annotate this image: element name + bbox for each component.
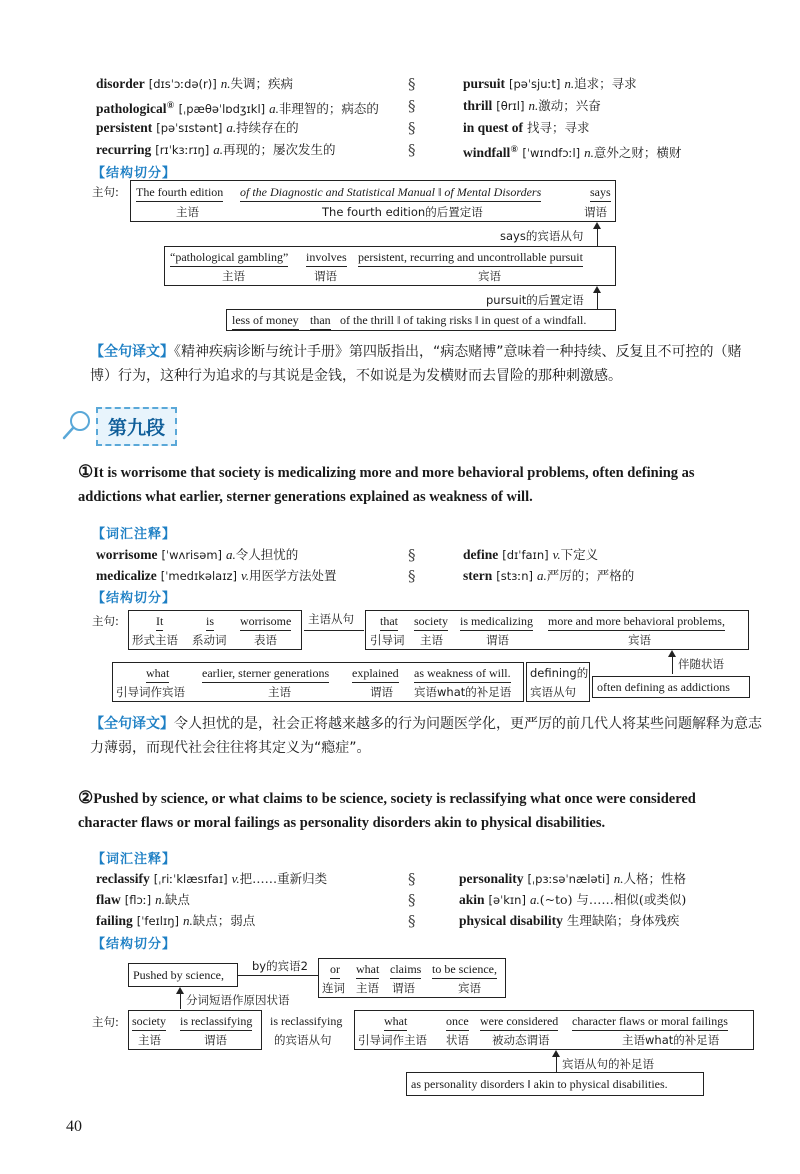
d1-obj-clause-cn: says的宾语从句 xyxy=(500,229,584,243)
d1-involves-cn: 谓语 xyxy=(314,269,337,283)
d3-once-cn: 状语 xyxy=(446,1033,469,1047)
d2-defining-of: defining的 xyxy=(530,666,589,680)
vocab-entry-windfall: windfall⑧ [ˈwɪndfɔːl] n.意外之财；横财 xyxy=(463,145,682,161)
vocab-entry-medicalize: medicalize [ˈmedɪkəlaɪz] v.用医学方法处置 xyxy=(96,568,337,583)
translation-1: 【全句译文】《精神疾病诊断与统计手册》第四版指出，“病态赌博”意味着一种持续、反复且不可控的（赌博）行为，这种行为追求的与其说是金钱，不如说是为发横财而去冒险的那种刺激感。 xyxy=(90,344,742,384)
d2-obj-clause-cn: 宾语从句 xyxy=(530,685,576,699)
d2-society-cn: 主语 xyxy=(420,633,443,647)
d1-postmod-cn: The fourth edition的后置定语 xyxy=(322,205,483,219)
d3-society-cn: 主语 xyxy=(138,1033,161,1047)
d1-obj: persistent, recurring and uncontrollable pursuit xyxy=(358,249,583,267)
divider-glyph: § xyxy=(408,141,416,159)
d1-rest: of the thrill ‖ of taking risks ‖ in quest of a windfall. xyxy=(340,313,587,327)
vocab-entry-in-quest-of: in quest of 找寻；寻求 xyxy=(463,120,590,135)
vocab-entry-personality: personality [ˌpɜːsəˈnæləti] n.人格；性格 xyxy=(459,871,686,886)
arrow-line xyxy=(304,630,364,631)
d3-as-pd: as personality disorders ‖ akin to physical disabilities. xyxy=(411,1077,668,1091)
page-number: 40 xyxy=(66,1118,82,1135)
d2-what-cn: 引导词作宾语 xyxy=(116,685,185,699)
d1-says: says xyxy=(590,184,611,202)
d3-what: what xyxy=(356,961,379,979)
magnifier-icon xyxy=(60,408,94,442)
d3-tobe-cn: 宾语 xyxy=(458,981,481,995)
d1-pg-cn: 主语 xyxy=(222,269,245,283)
arrow-up-icon xyxy=(668,650,676,657)
vocab-entry-persistent: persistent [pəˈsɪstənt] a.持续存在的 xyxy=(96,120,299,135)
structure-label: 【结构切分】 xyxy=(92,937,177,952)
d2-medicalizing-cn: 谓语 xyxy=(486,633,509,647)
d3-is-reclass-of: is reclassifying xyxy=(270,1014,343,1028)
divider-glyph: § xyxy=(408,567,416,585)
d3-tobe: to be science, xyxy=(432,961,497,979)
arrow-up-icon xyxy=(593,222,601,229)
main-clause-label: 主句: xyxy=(92,185,119,199)
d2-gens: earlier, sterner generations xyxy=(202,665,329,683)
vocab-entry-akin: akin [əˈkɪn] a.(~to) 与……相似(或类似) xyxy=(459,892,687,907)
vocab-entry-physical-disability: physical disability 生理缺陷；身体残疾 xyxy=(459,913,680,928)
vocab-label: 【词汇注释】 xyxy=(92,527,177,542)
vocab-entry-stern: stern [stɜːn] a.严厉的；严格的 xyxy=(463,568,635,583)
arrow-up-icon xyxy=(593,286,601,293)
d3-once: once xyxy=(446,1013,469,1031)
d3-considered: were considered xyxy=(480,1013,558,1031)
d2-accompany-cn: 伴随状语 xyxy=(678,657,724,671)
divider-glyph: § xyxy=(408,75,416,93)
d3-society: society xyxy=(132,1013,166,1031)
divider-glyph: § xyxy=(408,119,416,137)
d2-it-cn: 形式主语 xyxy=(132,633,178,647)
sentence-2: ②Pushed by science, or what claims to be science, society is reclassifying what once were considered character flaws or moral failings as personality disorders akin to physical disabilities. xyxy=(78,788,696,831)
d2-explained-cn: 谓语 xyxy=(370,685,393,699)
d3-or-cn: 连词 xyxy=(322,981,345,995)
translation-label: 【全句译文】 xyxy=(90,344,174,360)
d3-participle-cn: 分词短语作原因状语 xyxy=(186,993,290,1007)
d3-what2: what xyxy=(384,1013,407,1031)
d3-what2-cn: 引导词作主语 xyxy=(358,1033,427,1047)
d1-involves: involves xyxy=(306,249,347,267)
d2-that: that xyxy=(380,613,398,631)
structure-label: 【结构切分】 xyxy=(92,166,177,181)
d1-pred-cn: 谓语 xyxy=(584,205,607,219)
d3-obj-clause-cn: 的宾语从句 xyxy=(274,1033,332,1047)
d2-medicalizing: is medicalizing xyxy=(460,613,533,631)
d1-subject-cn: 主语 xyxy=(176,205,199,219)
vocab-entry-disorder: disorder [dɪsˈɔːdə(r)] n.失调；疾病 xyxy=(96,76,293,91)
d3-reclass-cn: 谓语 xyxy=(204,1033,227,1047)
divider-glyph: § xyxy=(408,912,416,930)
d2-that-cn: 引导词 xyxy=(370,633,405,647)
translation-label: 【全句译文】 xyxy=(90,716,174,732)
d3-flaws-cn: 主语what的补足语 xyxy=(622,1033,720,1047)
d1-subject: The fourth edition xyxy=(136,184,223,202)
d3-pushed: Pushed by science, xyxy=(133,968,224,982)
vocab-label: 【词汇注释】 xyxy=(92,852,177,867)
d2-is-cn: 系动词 xyxy=(192,633,227,647)
vocab-entry-pursuit: pursuit [pəˈsjuːt] n.追求；寻求 xyxy=(463,76,637,91)
vocab-entry-recurring: recurring [rɪˈkɜːrɪŋ] a.再现的；屡次发生的 xyxy=(96,142,336,157)
d2-weakness-cn: 宾语what的补足语 xyxy=(414,685,512,699)
vocab-entry-flaw: flaw [flɔː] n.缺点 xyxy=(96,892,190,907)
d3-claims: claims xyxy=(390,961,421,979)
d1-than: than xyxy=(310,312,331,330)
d2-problems: more and more behavioral problems, xyxy=(548,613,725,631)
d2-weakness: as weakness of will. xyxy=(414,665,511,683)
d1-less: less of money xyxy=(232,312,299,330)
d1-of-phrase: of the Diagnostic and Statistical Manual ‖ of Mental Disorders xyxy=(240,184,541,202)
arrow-line xyxy=(238,975,318,976)
vocab-entry-define: define [dɪˈfaɪn] v.下定义 xyxy=(463,547,599,562)
d3-reclass: is reclassifying xyxy=(180,1013,252,1031)
d2-often-defining: often defining as addictions xyxy=(597,680,730,694)
d2-problems-cn: 宾语 xyxy=(628,633,651,647)
d2-worrisome: worrisome xyxy=(240,613,291,631)
d2-explained: explained xyxy=(352,665,399,683)
d3-considered-cn: 被动态谓语 xyxy=(492,1033,550,1047)
d3-what-cn: 主语 xyxy=(356,981,379,995)
d3-complement-cn: 宾语从句的补足语 xyxy=(562,1057,654,1071)
divider-glyph: § xyxy=(408,97,416,115)
d3-by-obj: by的宾语2 xyxy=(252,959,308,973)
main-clause-label: 主句: xyxy=(92,1015,119,1029)
vocab-entry-pathological: pathological⑧ [ˌpæθəˈlɒdʒɪkl] a.非理智的；病态的 xyxy=(96,101,379,117)
arrow-up-icon xyxy=(176,987,184,994)
d3-claims-cn: 谓语 xyxy=(392,981,415,995)
d1-pursuit-mod-cn: pursuit的后置定语 xyxy=(486,293,584,307)
d2-gens-cn: 主语 xyxy=(268,685,291,699)
d2-what: what xyxy=(146,665,169,683)
vocab-entry-worrisome: worrisome [ˈwʌrisəm] a.令人担忧的 xyxy=(96,547,299,562)
vocab-entry-failing: failing [ˈfeɪlɪŋ] n.缺点；弱点 xyxy=(96,913,256,928)
divider-glyph: § xyxy=(408,891,416,909)
d2-subj-clause-cn: 主语从句 xyxy=(308,612,354,626)
sentence-1: ①It is worrisome that society is medicalizing more and more behavioral problems, often defining as addictions what earlier, sterner generations explained as weakness of will. xyxy=(78,462,695,505)
vocab-entry-thrill: thrill [θrɪl] n.激动；兴奋 xyxy=(463,98,601,113)
d2-is: is xyxy=(206,613,214,631)
section-title: 第九段 xyxy=(96,407,177,446)
d3-flaws: character flaws or moral failings xyxy=(572,1013,728,1031)
translation-2: 【全句译文】令人担忧的是，社会正将越来越多的行为问题医学化，更严厉的前几代人将某些问题解释为意志力薄弱，而现代社会往往将其定义为“瘾症”。 xyxy=(90,716,762,756)
d3-or: or xyxy=(330,961,340,979)
arrow-up-icon xyxy=(552,1050,560,1057)
d2-society: society xyxy=(414,613,448,631)
divider-glyph: § xyxy=(408,870,416,888)
vocab-entry-reclassify: reclassify [ˌriːˈklæsɪfaɪ] v.把……重新归类 xyxy=(96,871,328,886)
d1-obj-cn: 宾语 xyxy=(478,269,501,283)
d2-it: It xyxy=(156,613,163,631)
d2-worrisome-cn: 表语 xyxy=(254,633,277,647)
main-clause-label: 主句: xyxy=(92,614,119,628)
structure-label: 【结构切分】 xyxy=(92,591,177,606)
d1-pg: “pathological gambling” xyxy=(170,249,288,267)
divider-glyph: § xyxy=(408,546,416,564)
